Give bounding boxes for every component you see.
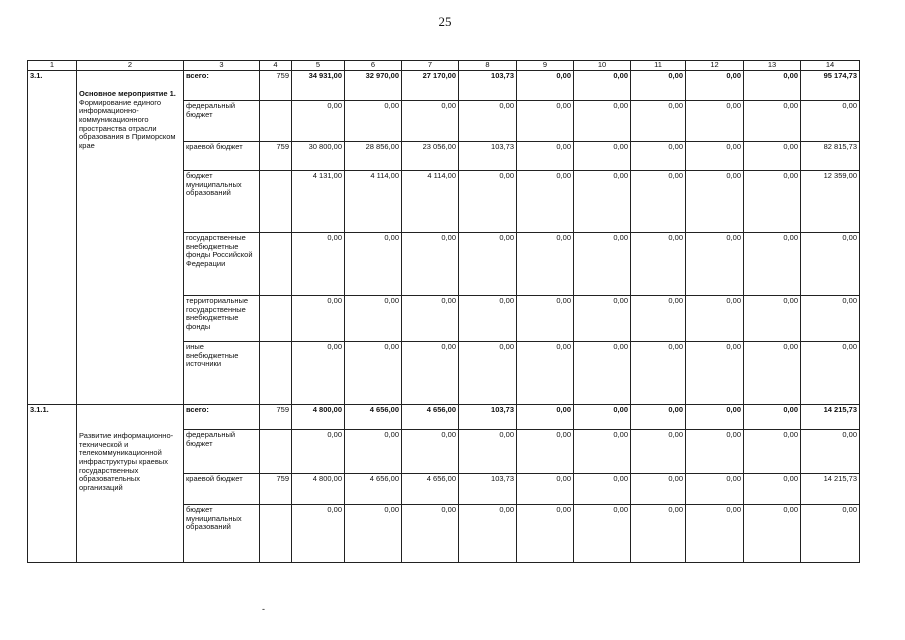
value-cell-col9: 0,00	[517, 474, 574, 505]
budget-code: 759	[260, 474, 292, 505]
value-cell-col6: 0,00	[345, 233, 402, 296]
budget-code	[260, 342, 292, 405]
value-cell-col6: 0,00	[345, 505, 402, 563]
value-cell-col10: 0,00	[574, 430, 631, 474]
value-cell-col8: 0,00	[459, 101, 517, 142]
funding-source: бюджет муниципальных образований	[184, 171, 260, 233]
page-number: 25	[438, 14, 452, 29]
value-cell-col12: 0,00	[686, 296, 744, 342]
value-cell-col14: 0,00	[801, 342, 860, 405]
value-cell-col11: 0,00	[631, 71, 686, 101]
column-number-1: 1	[28, 61, 77, 71]
value-cell-col14: 95 174,73	[801, 71, 860, 101]
value-cell-col5: 0,00	[292, 296, 345, 342]
value-cell-col10: 0,00	[574, 71, 631, 101]
table-row	[28, 71, 860, 101]
value-cell-col11: 0,00	[631, 142, 686, 171]
budget-table	[27, 60, 860, 563]
value-cell-col13: 0,00	[744, 101, 801, 142]
item-code: 3.1.	[28, 71, 77, 405]
value-cell-col14: 0,00	[801, 505, 860, 563]
column-number-11: 11	[631, 61, 686, 71]
item-title-cell	[77, 405, 184, 563]
value-cell-col5: 4 131,00	[292, 171, 345, 233]
value-cell-col11: 0,00	[631, 505, 686, 563]
budget-code: 759	[260, 142, 292, 171]
column-number-4: 4	[260, 61, 292, 71]
value-cell-col7: 23 056,00	[402, 142, 459, 171]
value-cell-col13: 0,00	[744, 405, 801, 430]
value-cell-col11: 0,00	[631, 430, 686, 474]
column-number-10: 10	[574, 61, 631, 71]
value-cell-col8: 0,00	[459, 233, 517, 296]
item-title: Формирование единого информационно-коммуникационного пространства отрасли образования в Приморском крае	[79, 97, 176, 150]
value-cell-col5: 0,00	[292, 430, 345, 474]
value-cell-col7: 27 170,00	[402, 71, 459, 101]
value-cell-col11: 0,00	[631, 233, 686, 296]
budget-code	[260, 296, 292, 342]
value-cell-col5: 0,00	[292, 101, 345, 142]
budget-code	[260, 430, 292, 474]
funding-source: территориальные государственные внебюджетные фонды	[184, 296, 260, 342]
column-number-13: 13	[744, 61, 801, 71]
column-number-5: 5	[292, 61, 345, 71]
value-cell-col9: 0,00	[517, 71, 574, 101]
budget-code	[260, 505, 292, 563]
value-cell-col6: 4 114,00	[345, 171, 402, 233]
column-number-2: 2	[77, 61, 184, 71]
value-cell-col7: 0,00	[402, 505, 459, 563]
value-cell-col6: 0,00	[345, 101, 402, 142]
value-cell-col5: 0,00	[292, 505, 345, 563]
value-cell-col9: 0,00	[517, 430, 574, 474]
value-cell-col7: 0,00	[402, 342, 459, 405]
budget-code: 759	[260, 71, 292, 101]
value-cell-col9: 0,00	[517, 171, 574, 233]
value-cell-col13: 0,00	[744, 142, 801, 171]
value-cell-col12: 0,00	[686, 505, 744, 563]
value-cell-col7: 4 656,00	[402, 474, 459, 505]
value-cell-col13: 0,00	[744, 342, 801, 405]
item-title-bold: Основное мероприятие 1.	[79, 89, 176, 98]
value-cell-col10: 0,00	[574, 142, 631, 171]
value-cell-col10: 0,00	[574, 505, 631, 563]
funding-source: всего:	[184, 405, 260, 430]
value-cell-col8: 0,00	[459, 505, 517, 563]
column-number-14: 14	[801, 61, 860, 71]
value-cell-col8: 103,73	[459, 405, 517, 430]
value-cell-col5: 4 800,00	[292, 405, 345, 430]
value-cell-col11: 0,00	[631, 296, 686, 342]
budget-code	[260, 101, 292, 142]
value-cell-col9: 0,00	[517, 296, 574, 342]
value-cell-col11: 0,00	[631, 405, 686, 430]
value-cell-col9: 0,00	[517, 405, 574, 430]
value-cell-col12: 0,00	[686, 171, 744, 233]
value-cell-col10: 0,00	[574, 101, 631, 142]
value-cell-col12: 0,00	[686, 142, 744, 171]
value-cell-col14: 0,00	[801, 233, 860, 296]
table-body	[28, 61, 860, 563]
value-cell-col14: 14 215,73	[801, 474, 860, 505]
value-cell-col8: 0,00	[459, 171, 517, 233]
value-cell-col6: 0,00	[345, 430, 402, 474]
value-cell-col7: 4 656,00	[402, 405, 459, 430]
value-cell-col10: 0,00	[574, 474, 631, 505]
value-cell-col13: 0,00	[744, 233, 801, 296]
value-cell-col10: 0,00	[574, 171, 631, 233]
value-cell-col11: 0,00	[631, 342, 686, 405]
value-cell-col13: 0,00	[744, 71, 801, 101]
value-cell-col7: 0,00	[402, 233, 459, 296]
value-cell-col14: 82 815,73	[801, 142, 860, 171]
budget-code	[260, 233, 292, 296]
funding-source: всего:	[184, 71, 260, 101]
column-number-row	[28, 61, 860, 71]
value-cell-col12: 0,00	[686, 233, 744, 296]
value-cell-col8: 0,00	[459, 430, 517, 474]
value-cell-col7: 4 114,00	[402, 171, 459, 233]
column-number-9: 9	[517, 61, 574, 71]
budget-code: 759	[260, 405, 292, 430]
value-cell-col6: 4 656,00	[345, 474, 402, 505]
item-title: Развитие информационно-технической и телекоммуникационной инфраструктуры краевых государственных образовательных организаций	[79, 431, 174, 492]
value-cell-col12: 0,00	[686, 405, 744, 430]
column-number-6: 6	[345, 61, 402, 71]
funding-source: иные внебюджетные источники	[184, 342, 260, 405]
value-cell-col8: 103,73	[459, 474, 517, 505]
value-cell-col10: 0,00	[574, 233, 631, 296]
column-number-8: 8	[459, 61, 517, 71]
value-cell-col11: 0,00	[631, 171, 686, 233]
value-cell-col13: 0,00	[744, 296, 801, 342]
value-cell-col9: 0,00	[517, 342, 574, 405]
value-cell-col8: 103,73	[459, 142, 517, 171]
value-cell-col6: 4 656,00	[345, 405, 402, 430]
item-title-cell	[77, 71, 184, 405]
value-cell-col6: 28 856,00	[345, 142, 402, 171]
column-number-12: 12	[686, 61, 744, 71]
value-cell-col13: 0,00	[744, 474, 801, 505]
value-cell-col7: 0,00	[402, 430, 459, 474]
value-cell-col5: 34 931,00	[292, 71, 345, 101]
value-cell-col12: 0,00	[686, 342, 744, 405]
value-cell-col14: 12 359,00	[801, 171, 860, 233]
value-cell-col5: 30 800,00	[292, 142, 345, 171]
funding-source: краевой бюджет	[184, 142, 260, 171]
funding-source: федеральный бюджет	[184, 430, 260, 474]
value-cell-col7: 0,00	[402, 101, 459, 142]
value-cell-col12: 0,00	[686, 430, 744, 474]
value-cell-col13: 0,00	[744, 171, 801, 233]
table-row	[28, 405, 860, 430]
value-cell-col6: 0,00	[345, 342, 402, 405]
value-cell-col8: 0,00	[459, 296, 517, 342]
column-number-7: 7	[402, 61, 459, 71]
value-cell-col9: 0,00	[517, 505, 574, 563]
value-cell-col9: 0,00	[517, 142, 574, 171]
funding-source: бюджет муниципальных образований	[184, 505, 260, 563]
value-cell-col7: 0,00	[402, 296, 459, 342]
value-cell-col5: 0,00	[292, 233, 345, 296]
value-cell-col14: 0,00	[801, 296, 860, 342]
value-cell-col5: 4 800,00	[292, 474, 345, 505]
value-cell-col6: 32 970,00	[345, 71, 402, 101]
value-cell-col11: 0,00	[631, 474, 686, 505]
funding-source: государственные внебюджетные фонды Российской Федерации	[184, 233, 260, 296]
value-cell-col8: 103,73	[459, 71, 517, 101]
value-cell-col8: 0,00	[459, 342, 517, 405]
budget-code	[260, 171, 292, 233]
funding-source: краевой бюджет	[184, 474, 260, 505]
value-cell-col10: 0,00	[574, 342, 631, 405]
value-cell-col11: 0,00	[631, 101, 686, 142]
value-cell-col9: 0,00	[517, 101, 574, 142]
item-code: 3.1.1.	[28, 405, 77, 563]
value-cell-col10: 0,00	[574, 296, 631, 342]
value-cell-col6: 0,00	[345, 296, 402, 342]
value-cell-col12: 0,00	[686, 71, 744, 101]
value-cell-col12: 0,00	[686, 474, 744, 505]
value-cell-col9: 0,00	[517, 233, 574, 296]
value-cell-col14: 0,00	[801, 101, 860, 142]
value-cell-col10: 0,00	[574, 405, 631, 430]
value-cell-col13: 0,00	[744, 430, 801, 474]
value-cell-col13: 0,00	[744, 505, 801, 563]
column-number-3: 3	[184, 61, 260, 71]
value-cell-col14: 14 215,73	[801, 405, 860, 430]
value-cell-col12: 0,00	[686, 101, 744, 142]
value-cell-col14: 0,00	[801, 430, 860, 474]
funding-source: федеральный бюджет	[184, 101, 260, 142]
footer-mark: -	[262, 604, 265, 614]
value-cell-col5: 0,00	[292, 342, 345, 405]
